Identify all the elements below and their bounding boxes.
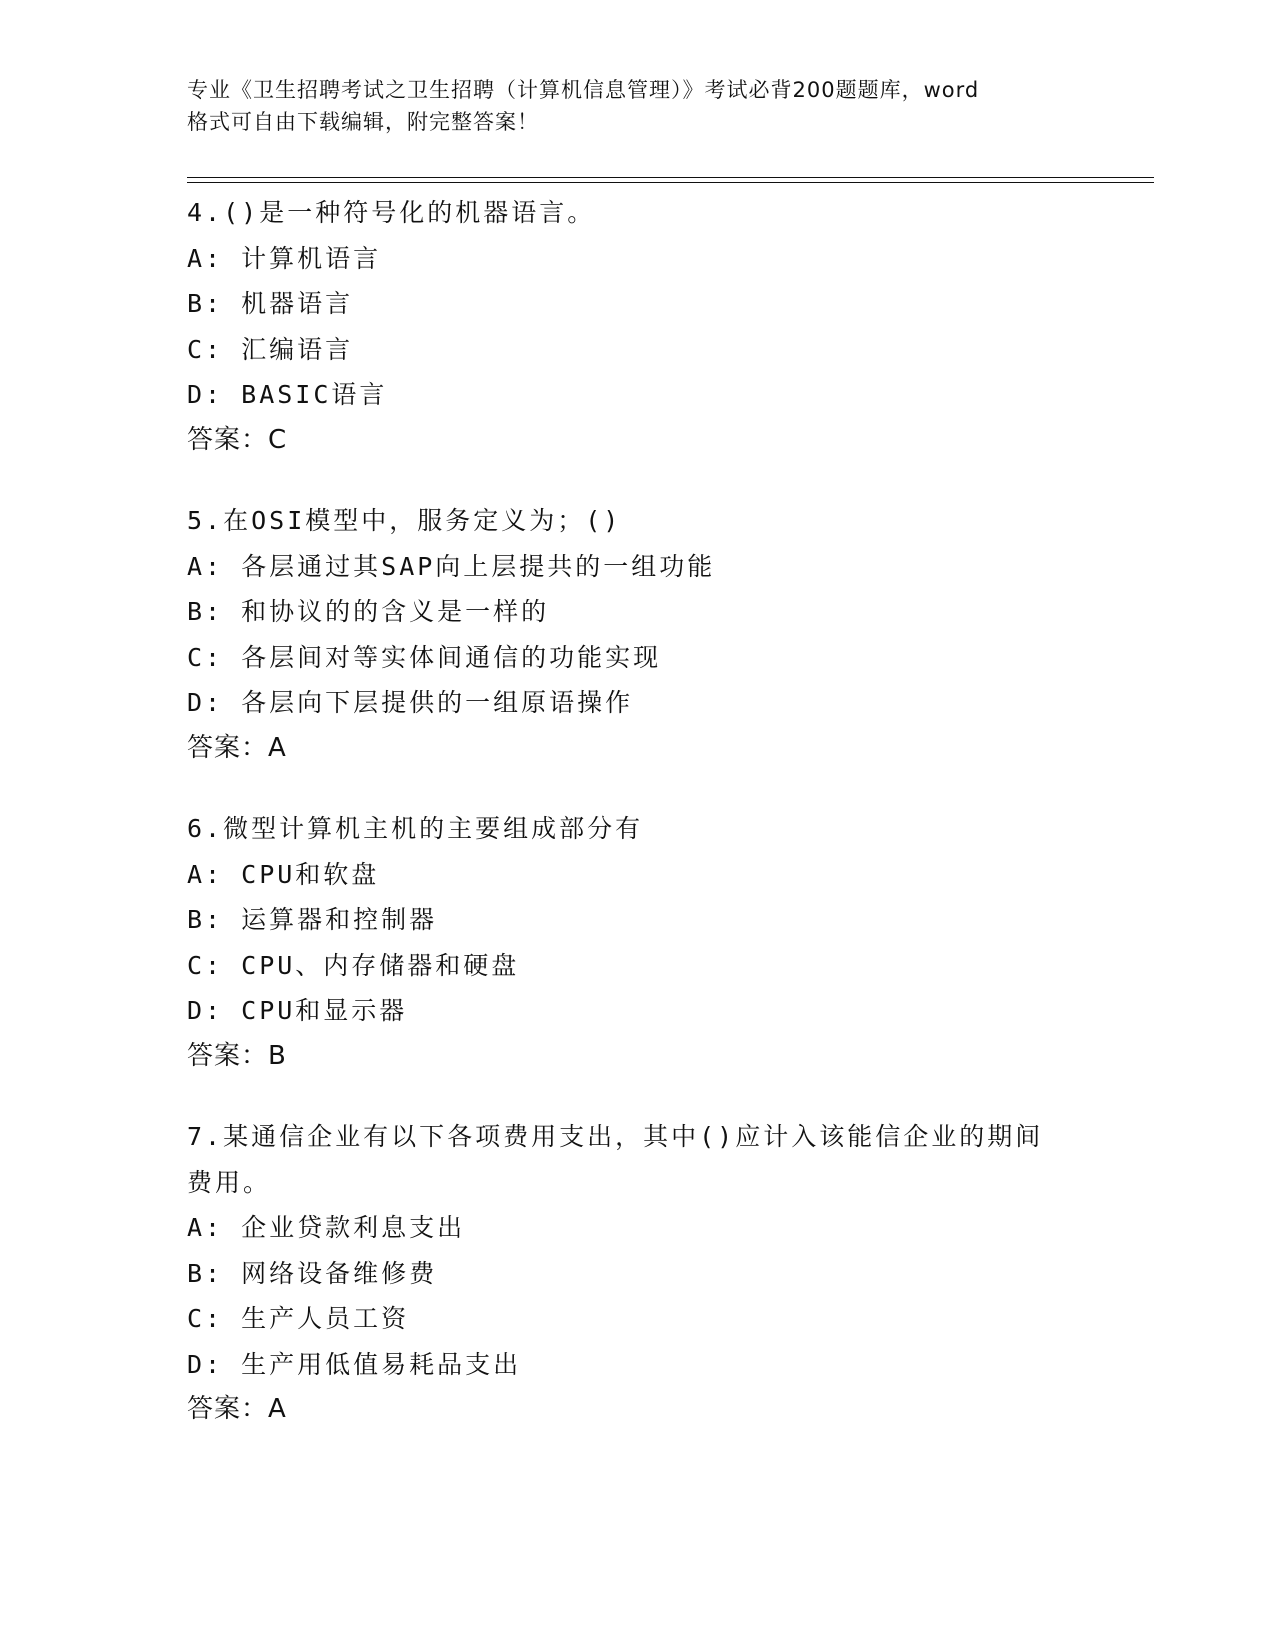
question-item [187, 190, 1087, 463]
option-d: D: 各层向下层提供的一组原语操作 [187, 688, 634, 717]
question-stem: 4.()是一种符号化的机器语言。 [187, 198, 596, 227]
option-d: D: 生产用低值易耗品支出 [187, 1349, 522, 1379]
option-c: C: CPU、内存储器和硬盘 [187, 950, 520, 980]
question-item [187, 806, 1087, 1079]
header-line-1: 专业《卫生招聘考试之卫生招聘（计算机信息管理）》考试必背200题题库，word [187, 78, 980, 102]
option-c: C: 汇编语言 [187, 334, 354, 364]
option-a: A: 企业贷款利息支出 [187, 1213, 466, 1242]
option-b: B: 运算器和控制器 [187, 905, 438, 934]
option-b: B: 机器语言 [187, 289, 354, 318]
option-c: C: 各层间对等实体间通信的功能实现 [187, 642, 662, 672]
question-item [187, 498, 1087, 771]
option-b: B: 网络设备维修费 [187, 1258, 438, 1288]
answer-label: 答案：B [187, 1040, 287, 1071]
document-header [187, 74, 1087, 138]
option-b: B: 和协议的的含义是一样的 [187, 597, 550, 626]
header-divider-bottom [187, 182, 1154, 183]
question-stem: 7.某通信企业有以下各项费用支出，其中()应计入该能信企业的期间 [187, 1122, 1044, 1151]
answer-label: 答案：A [187, 1394, 287, 1424]
option-a: A: CPU和软盘 [187, 859, 380, 889]
option-c: C: 生产人员工资 [187, 1304, 410, 1333]
option-d: D: BASIC语言 [187, 380, 388, 409]
question-stem-continued: 费用。 [187, 1167, 272, 1197]
question-stem: 6.微型计算机主机的主要组成部分有 [187, 814, 644, 843]
answer-label: 答案：A [187, 732, 287, 763]
option-d: D: CPU和显示器 [187, 996, 408, 1025]
header-line-2: 格式可自由下载编辑，附完整答案！ [187, 110, 539, 134]
question-stem: 5.在OSI模型中，服务定义为；() [187, 506, 622, 535]
option-a: A: 计算机语言 [187, 243, 382, 273]
header-divider-top [187, 177, 1154, 178]
option-a: A: 各层通过其SAP向上层提共的一组功能 [187, 551, 716, 581]
question-item [187, 1114, 1087, 1433]
answer-label: 答案：C [187, 424, 288, 455]
question-list [187, 190, 1087, 1468]
